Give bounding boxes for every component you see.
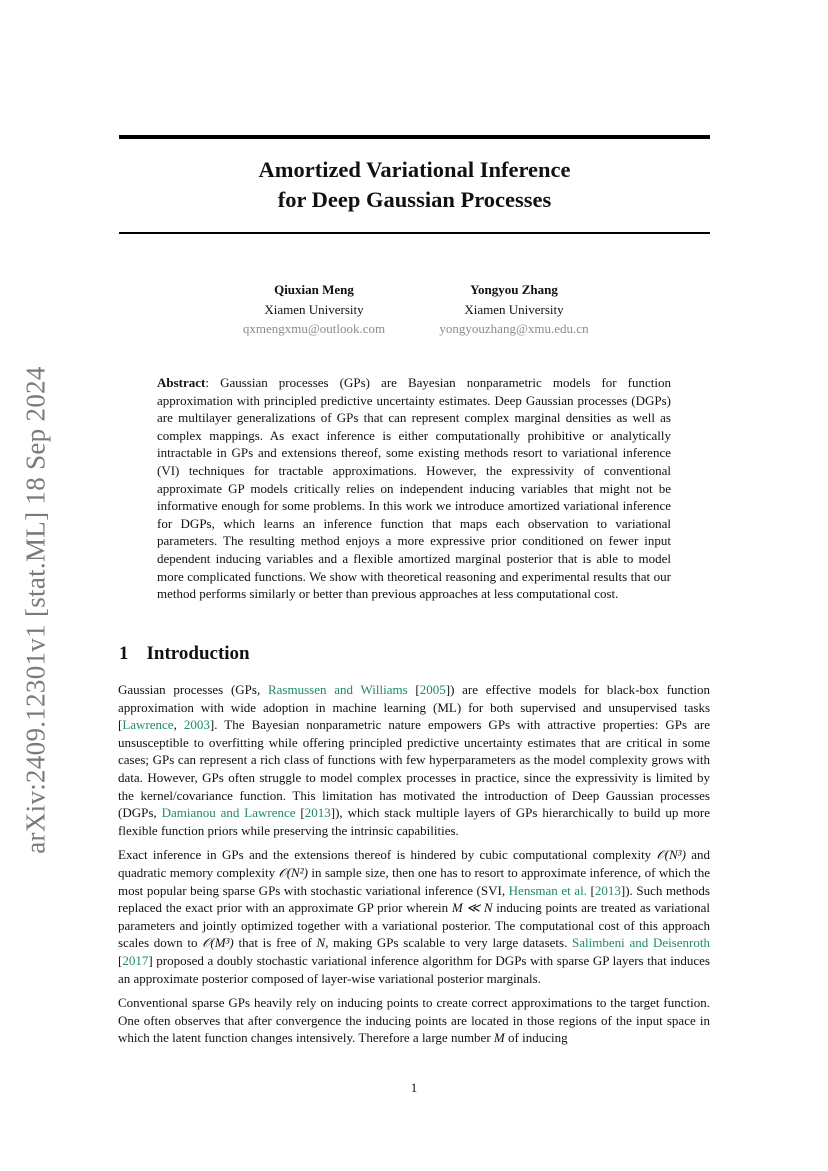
text-run: ]) are effective models for black-box function approximation with wide adoption in machine learning (ML) for both supervised and unsupervised tasks [ bbox=[118, 682, 710, 733]
citation-link[interactable]: 2013 bbox=[594, 882, 621, 898]
title-bottom-rule bbox=[119, 232, 710, 234]
text-run: of inducing bbox=[504, 1030, 568, 1046]
text-run: , making GPs scalable to very large datasets. bbox=[325, 935, 573, 951]
text-run: [ bbox=[586, 882, 595, 898]
author-name: Qiuxian Meng bbox=[274, 282, 354, 297]
math-expression: N bbox=[316, 935, 326, 951]
text-run: and quadratic memory complexity bbox=[118, 847, 710, 880]
citation-link[interactable]: Damianou and Lawrence bbox=[161, 805, 296, 821]
citation-link[interactable]: Hensman et al. bbox=[508, 882, 587, 898]
section-heading bbox=[119, 643, 250, 665]
author-email[interactable]: yongyouzhang@xmu.edu.cn bbox=[439, 321, 589, 336]
text-run: ] proposed a doubly stochastic variational inference algorithm for DGPs with sparse GP layers that induces an approximate posterior composed of layer-wise variational posterior marginals. bbox=[118, 952, 710, 986]
author-name: Yongyou Zhang bbox=[470, 282, 558, 297]
text-run: [ bbox=[295, 805, 305, 821]
text-run: Gaussian processes (GPs, bbox=[118, 682, 268, 697]
author-block-1 bbox=[214, 280, 414, 339]
paragraph bbox=[118, 846, 710, 987]
math-expression: 𝒪(M³) bbox=[202, 935, 234, 951]
text-run: inducing points are treated as variational parameters and jointly optimized together with a variational posterior. The computational cost of this approach scales down to bbox=[118, 900, 710, 951]
paper-title bbox=[119, 155, 710, 215]
text-run: Exact inference in GPs and the extensions thereof is hindered by cubic computational complexity bbox=[118, 847, 657, 863]
text-run: Conventional sparse GPs heavily rely on inducing points to create correct approximations to the target function. One often observes that after convergence the inducing points are located in those regions of the input space in which the latent function changes intensively. Therefore a large number bbox=[118, 995, 710, 1046]
text-run: ]. The Bayesian nonparametric nature empowers GPs with attractive properties: GPs are unsusceptible to overfitting while offering principled predictive uncertainty estimates that are critical in some cases; GPs can represent a rich class of functions with few hyperparameters as the model complexity grows with data. However, GPs often struggle to model complex processes in practice, since the expressivity is limited by the kernel/covariance function. This limitation has motivated the introduction of Deep Gaussian processes (DGPs, bbox=[118, 717, 710, 821]
paragraph bbox=[118, 681, 710, 839]
introduction-body bbox=[118, 681, 710, 1054]
section-number: 1 bbox=[119, 643, 129, 664]
section-title: Introduction bbox=[146, 643, 250, 664]
text-run: in sample size, then one has to resort to approximate inference, of which the most popular being sparse GPs with stochastic variational inference (SVI, bbox=[118, 864, 710, 898]
text-run: ]). Such methods replaced the exact prior with an approximate GP prior wherein bbox=[118, 882, 710, 916]
math-expression: 𝒪(N²) bbox=[278, 864, 308, 880]
citation-link[interactable]: 2013 bbox=[304, 805, 331, 821]
text-run: [ bbox=[118, 952, 123, 968]
page-number: 1 bbox=[410, 1080, 418, 1095]
math-expression: 𝒪(N³) bbox=[656, 847, 686, 863]
title-line-2: for Deep Gaussian Processes bbox=[277, 187, 552, 212]
author-block-2 bbox=[414, 280, 614, 339]
math-expression: M bbox=[493, 1030, 505, 1046]
citation-link[interactable]: 2003 bbox=[183, 717, 210, 733]
text-run: that is free of bbox=[233, 935, 317, 951]
arxiv-identifier: arXiv:2409.12301v1 [stat.ML] 18 Sep 2024 bbox=[20, 366, 51, 854]
citation-link[interactable]: Rasmussen and Williams bbox=[267, 682, 408, 697]
paragraph bbox=[118, 994, 710, 1047]
text-run: ]), which stack multiple layers of GPs hierarchically to build up more flexible function priors while preserving the intrinsic capabilities. bbox=[118, 805, 710, 838]
author-affiliation: Xiamen University bbox=[264, 301, 364, 317]
citation-link[interactable]: 2005 bbox=[419, 682, 446, 697]
abstract-text: : Gaussian processes (GPs) are Bayesian nonparametric models for function approximation with principled predictive uncertainty estimates. Deep Gaussian processes (DGPs) are multilayer generalizations of GPs that can represent complex marginal densities as well as complex mappings. As exact inference is either computationally prohibitive or analytically intractable in GPs and extensions thereof, some existing methods resort to variational inference (VI) techniques for tractable approximations. However, the expressivity of conventional approximate GP models critically relies on independent inducing variables that might not be informative enough for some problems. In this work we introduce amortized variational inference for DGPs, which learns an inference function that maps each observation to variational parameters. The resulting method enjoys a more expressive prior conditioned on fewer input dependent inducing variables and a flexible amortized marginal posterior that is able to model more complicated functions. We show with theoretical reasoning and experimental results that our method performs similarly or better than previous approaches at less computational cost. bbox=[157, 375, 671, 602]
citation-link[interactable]: 2017 bbox=[122, 952, 149, 968]
arxiv-sidebar bbox=[18, 360, 54, 860]
abstract bbox=[157, 374, 671, 603]
text-run: , bbox=[173, 717, 184, 733]
text-run: [ bbox=[407, 682, 420, 697]
author-email[interactable]: qxmengxmu@outlook.com bbox=[242, 321, 386, 336]
abstract-label: Abstract bbox=[157, 375, 206, 390]
citation-link[interactable]: Lawrence bbox=[122, 717, 174, 733]
author-affiliation: Xiamen University bbox=[464, 301, 564, 317]
title-line-1: Amortized Variational Inference bbox=[258, 157, 571, 182]
citation-link[interactable]: Salimbeni and Deisenroth bbox=[572, 935, 710, 951]
title-top-rule bbox=[119, 135, 710, 139]
math-expression: M ≪ N bbox=[451, 900, 493, 916]
